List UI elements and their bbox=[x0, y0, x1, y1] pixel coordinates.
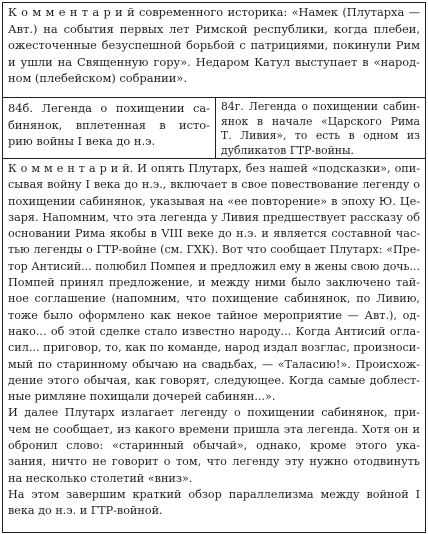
text-line: 84б. Легенда о похищении са- bbox=[8, 101, 210, 115]
text-line: дение этого обычая, как говорят, следующее. Когда самые доблест- bbox=[8, 373, 420, 387]
rule-bottom bbox=[2, 532, 426, 533]
text-line: И далее Плутарх излагает легенду о похищении сабинянок, при- bbox=[8, 406, 420, 420]
text-line: ном (плебейском) собрании». bbox=[8, 71, 187, 86]
text-line: заря. Напомним, что эта легенда у Ливия предшествует рассказу об bbox=[8, 210, 420, 224]
section-84g bbox=[221, 100, 420, 158]
text-line: 84г. Легенда о похищении сабин- bbox=[221, 100, 420, 113]
rule-left bbox=[2, 2, 3, 532]
commentary-main bbox=[8, 161, 420, 520]
text-line: тор Антисий... полюбил Помпея и предложил ему в жены свою дочь... bbox=[8, 259, 420, 273]
text-line: Т. Ливия», то есть в одном из bbox=[221, 129, 420, 143]
text-line: тью легенды о ГТР-войне (см. ГХК). Вот что сообщает Плутарх: «Пре- bbox=[8, 243, 420, 257]
text-line: рию войны I века до н.э. bbox=[8, 134, 156, 149]
rule-column-divider bbox=[215, 97, 216, 158]
text-line: сывая войну I века до н.э., включает в свое повествование легенду о bbox=[8, 178, 420, 192]
text-line: похищении сабинянок, указывая на «ее повторение» в эпоху Ю. Це- bbox=[8, 194, 420, 208]
text-line: К о м м е н т а р и й. И опять Плутарх, без нашей «подсказки», опи- bbox=[8, 162, 420, 175]
text-line: века до н.э. и ГТР-войной. bbox=[8, 504, 163, 518]
rule-above-columns bbox=[2, 97, 426, 98]
section-84b bbox=[8, 100, 210, 150]
rule-top bbox=[2, 2, 426, 3]
text-line: К о м м е н т а р и й современного историка: «Намек (Плутарха — bbox=[8, 5, 420, 19]
text-line: и ушли на Священную гору». Недаром Катул выступает в «народ- bbox=[8, 54, 420, 69]
text-line: чем не сообщает, из какого времени пришла эта легенда. Хотя он и bbox=[8, 422, 420, 436]
rule-right bbox=[425, 2, 426, 532]
text-line: тоже было оформлено как некое тайное мероприятие — Авт.), од- bbox=[8, 308, 420, 322]
text-line: основании Рима якобы в VIII веке до н.э. и является составной час- bbox=[8, 227, 420, 241]
text-line: сил... приговор, то, как по команде, народ издал возглас, произноси- bbox=[8, 341, 420, 355]
commentary-historian bbox=[8, 4, 420, 87]
text-line: ожесточенные безуспешной борьбой с патрициями, покинули Рим bbox=[8, 38, 420, 53]
text-line: Помпей принял предложение, и между ними было заключено тай- bbox=[8, 276, 420, 290]
text-line: На этом завершим краткий обзор параллелизма между войной I bbox=[8, 487, 420, 501]
text-line: мый по старинному обычаю на свадьбах, — «Таласию!». Происхож- bbox=[8, 357, 420, 371]
text-line: обронил слово: «старинный обычай», однако, кроме этого ука- bbox=[8, 439, 420, 453]
text-line: ные римляне похищали дочерей сабинян...». bbox=[8, 390, 276, 404]
text-line: зания, ничто не говорит о том, что легенду эту нужно отодвинуть bbox=[8, 455, 420, 469]
text-line: янок в начале «Царского Рима bbox=[221, 114, 420, 128]
text-line: бинянок, вплетенная в исто- bbox=[8, 117, 210, 132]
text-line: Авт.) на события первых лет Римской республики, когда плебеи, bbox=[8, 21, 420, 36]
text-line: на несколько столетий «вниз». bbox=[8, 471, 193, 485]
text-line: нако... об этой сделке стало известно народу... Когда Антисий огла- bbox=[8, 324, 420, 338]
text-line: дубликатов ГТР-войны. bbox=[221, 143, 354, 157]
text-line: ное соглашение (напомним, что похищение сабинянок, по Ливию, bbox=[8, 292, 420, 306]
